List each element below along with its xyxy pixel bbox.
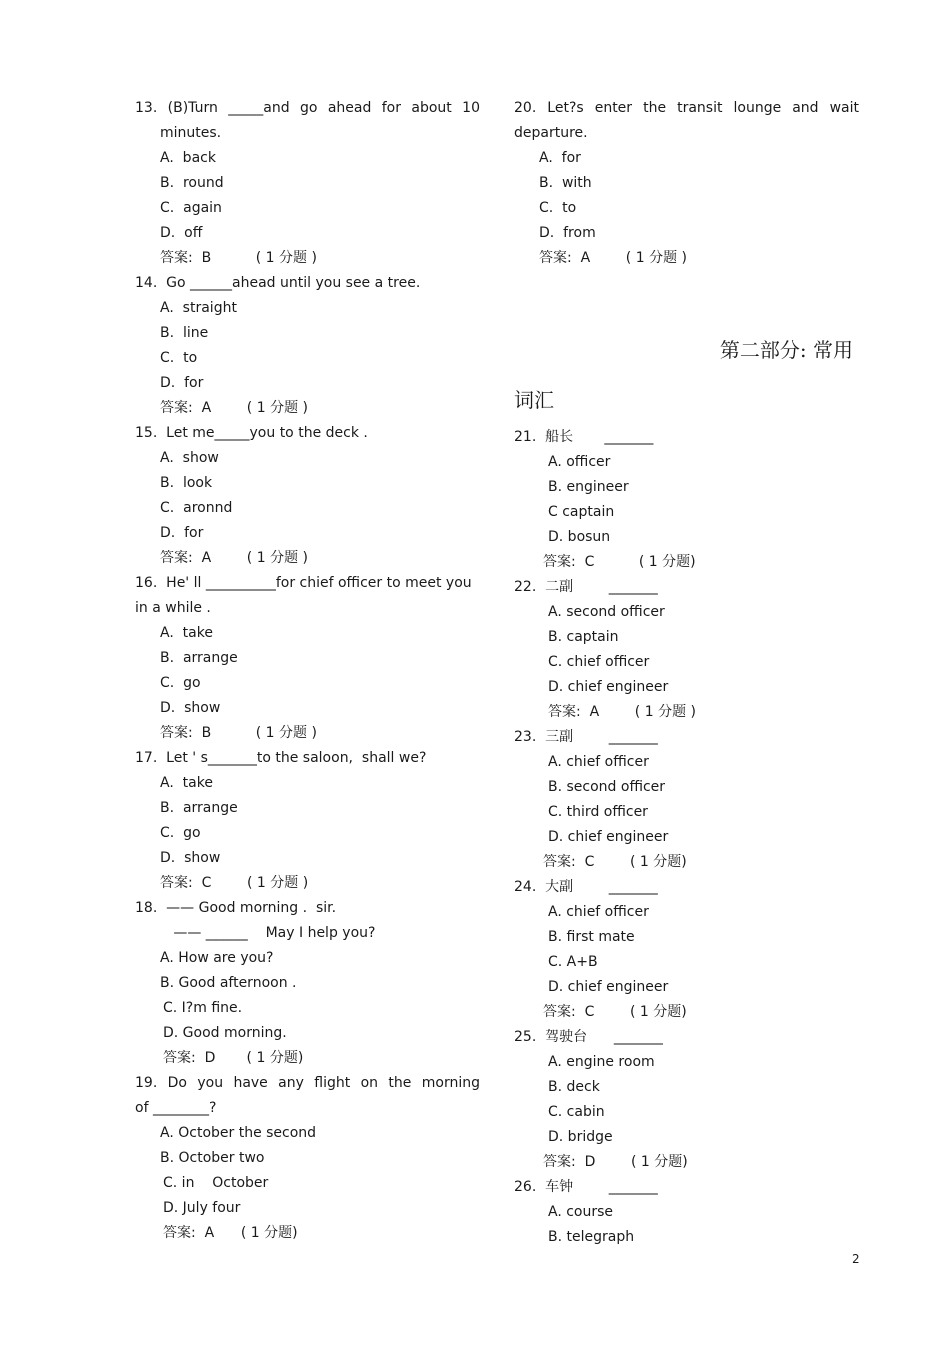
question-line-q18ans: 答案: D ( 1 分题)	[163, 1050, 304, 1066]
question-line-q15ans: 答案: A ( 1 分题 )	[160, 550, 308, 566]
question-line-q24C: C. A+B	[548, 954, 598, 970]
question-line-q15C: C. aronnd	[160, 500, 233, 516]
question-line-q24B: B. first mate	[548, 929, 635, 945]
question-line-q26B: B. telegraph	[548, 1229, 635, 1245]
question-line-q23C: C. third officer	[548, 804, 648, 820]
question-line-q25B: B. deck	[548, 1079, 600, 1095]
question-line-q16B: B. arrange	[160, 650, 238, 666]
question-line-q24: 24. 大副 _______	[514, 879, 658, 895]
right-column-top	[514, 96, 859, 271]
question-line-q23D: D. chief engineer	[548, 829, 669, 845]
left-column	[135, 96, 480, 1246]
question-line-q26: 26. 车钟 _______	[514, 1179, 658, 1195]
section-heading-line2: 词汇	[514, 388, 554, 412]
question-line-q20A: A. for	[539, 150, 581, 166]
question-line-q14ans: 答案: A ( 1 分题 )	[160, 400, 308, 416]
question-line-q17C: C. go	[160, 825, 201, 841]
question-line-q18a: 18. —— Good morning . sir.	[135, 900, 337, 916]
question-line-q18C: C. I?m fine.	[163, 1000, 243, 1016]
question-line-q19ans: 答案: A ( 1 分题)	[163, 1225, 298, 1241]
question-line-q13b: minutes.	[160, 125, 222, 141]
page-number: 2	[852, 1252, 860, 1266]
question-line-q18B: B. Good afternoon .	[160, 975, 297, 991]
question-line-q24A: A. chief officer	[548, 904, 649, 920]
question-line-q22B: B. captain	[548, 629, 619, 645]
question-line-q19b: of ________?	[135, 1100, 217, 1116]
question-line-q20B: B. with	[539, 175, 592, 191]
question-line-q15B: B. look	[160, 475, 213, 491]
question-line-q23A: A. chief officer	[548, 754, 649, 770]
question-line-q22C: C. chief officer	[548, 654, 650, 670]
question-line-q14C: C. to	[160, 350, 198, 366]
question-line-q23ans: 答案: C ( 1 分题)	[543, 854, 687, 870]
question-line-q16A: A. take	[160, 625, 213, 641]
question-line-q19D: D. July four	[163, 1200, 241, 1216]
question-line-q13C: C. again	[160, 200, 222, 216]
question-line-q19C: C. in October	[163, 1175, 269, 1191]
question-line-q21D: D. bosun	[548, 529, 611, 545]
question-line-q19B: B. October two	[160, 1150, 265, 1166]
question-line-q13ans: 答案: B ( 1 分题 )	[160, 250, 317, 266]
right-column	[514, 96, 859, 1250]
question-line-q21ans: 答案: C ( 1 分题)	[543, 554, 696, 570]
question-line-q16D: D. show	[160, 700, 221, 716]
question-line-q20a: 20. Let?s enter the transit lounge and wait	[514, 100, 859, 116]
question-line-q20b: departure.	[514, 125, 588, 141]
section-heading-line1: 第二部分: 常用	[719, 338, 853, 362]
question-line-q25ans: 答案: D ( 1 分题)	[543, 1154, 688, 1170]
question-line-q17B: B. arrange	[160, 800, 238, 816]
question-line-q22ans: 答案: A ( 1 分题 )	[548, 704, 696, 720]
question-line-q22: 22. 二副 _______	[514, 579, 658, 595]
question-line-q20D: D. from	[539, 225, 596, 241]
question-line-q21: 21. 船长 _______	[514, 429, 654, 445]
question-line-q13A: A. back	[160, 150, 216, 166]
question-line-q21B: B. engineer	[548, 479, 629, 495]
question-line-q20ans: 答案: A ( 1 分题 )	[539, 250, 687, 266]
question-line-q21C: C captain	[548, 504, 615, 520]
question-line-q26A: A. course	[548, 1204, 614, 1220]
question-line-q16b: in a while .	[135, 600, 211, 616]
question-line-q17D: D. show	[160, 850, 221, 866]
question-line-q19A: A. October the second	[160, 1125, 317, 1141]
question-line-q15: 15. Let me_____you to the deck .	[135, 425, 368, 441]
question-line-q14D: D. for	[160, 375, 204, 391]
question-line-q25D: D. bridge	[548, 1129, 613, 1145]
question-line-q18D: D. Good morning.	[163, 1025, 287, 1041]
question-line-q14: 14. Go ______ahead until you see a tree.	[135, 275, 421, 291]
question-line-q15A: A. show	[160, 450, 219, 466]
question-line-q18b: —— ______ May I help you?	[160, 925, 376, 941]
question-line-q13D: D. off	[160, 225, 203, 241]
question-line-q25: 25. 驾驶台 _______	[514, 1029, 663, 1045]
question-line-q23B: B. second officer	[548, 779, 666, 795]
question-line-q23: 23. 三副 _______	[514, 729, 658, 745]
question-line-q24ans: 答案: C ( 1 分题)	[543, 1004, 687, 1020]
question-line-q25C: C. cabin	[548, 1104, 605, 1120]
question-line-q22D: D. chief engineer	[548, 679, 669, 695]
section-gap	[514, 271, 859, 325]
question-line-q16C: C. go	[160, 675, 201, 691]
question-line-q14B: B. line	[160, 325, 209, 341]
question-line-q20C: C. to	[539, 200, 577, 216]
question-line-q18A: A. How are you?	[160, 950, 274, 966]
question-line-q15D: D. for	[160, 525, 204, 541]
question-line-q17A: A. take	[160, 775, 213, 791]
question-line-q16ans: 答案: B ( 1 分题 )	[160, 725, 317, 741]
question-line-q19a: 19. Do you have any flight on the morning	[135, 1075, 480, 1091]
question-line-q16a: 16. He' ll __________for chief officer to meet you	[135, 575, 472, 591]
question-line-q13a: 13. (B)Turn _____and go ahead for about 10	[135, 100, 480, 116]
question-line-q21A: A. officer	[548, 454, 611, 470]
question-line-q14A: A. straight	[160, 300, 237, 316]
question-line-q22A: A. second officer	[548, 604, 665, 620]
question-line-q17ans: 答案: C ( 1 分题 )	[160, 875, 309, 891]
question-line-q13B: B. round	[160, 175, 224, 191]
right-column-bottom	[514, 425, 859, 1250]
question-line-q17: 17. Let ' s_______to the saloon, shall we?	[135, 750, 427, 766]
question-line-q25A: A. engine room	[548, 1054, 655, 1070]
question-line-q24D: D. chief engineer	[548, 979, 669, 995]
